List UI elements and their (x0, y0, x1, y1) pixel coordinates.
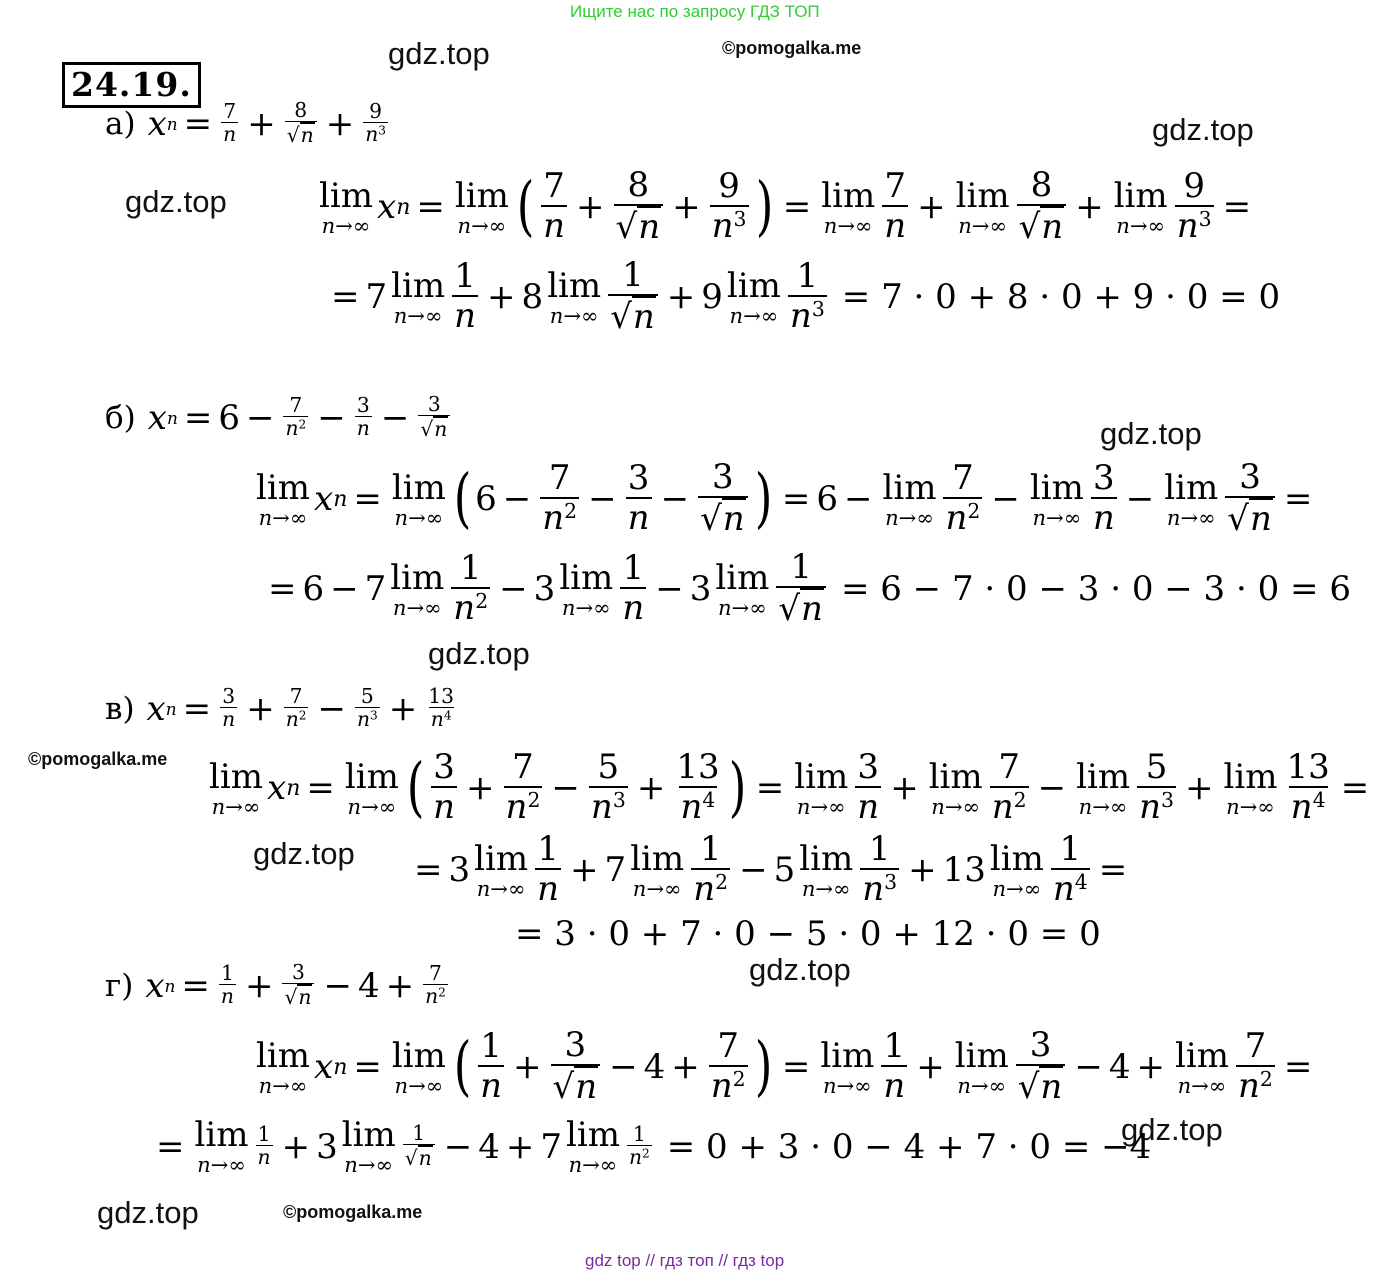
part-a-line1: lim n→∞ x n = lim n→∞ ( $\frac{7}{n}$ + 8 √ n + $\frac{9}{n^3}$ ) = lim n→∞ $\frac{7}{n}$ + lim n→∞ 8 √ n + lim n→∞ $\frac{9}{n^3}$ = (319, 165, 1252, 247)
watermark-pomogalka: ©pomogalka.me (28, 749, 168, 769)
part-v-definition: в) x n = $\frac{3}{n}$ + $\frac{7}{n^2}$ − $\frac{5}{n^3}$ + $\frac{13}{n^4}$ (105, 684, 455, 732)
part-g-line1: lim n→∞ x n = lim n→∞ ( $\frac{1}{n}$ + 3 √ n − 4 + $\frac{7}{n^2}$ ) = lim n→∞ $\frac{1}{n}$ + lim n→∞ 3 √ n − 4 + lim n→∞ $\frac{7}{n^2}$ = (256, 1025, 1313, 1107)
part-b-line2: = 6 − 7 lim n→∞ $\frac{1}{n^2}$ − 3 lim n→∞ $\frac{1}{n}$ − 3 lim n→∞ 1 √ n = 6 − 7 · 0 − 3 · 0 − 3 · 0 = 6 (268, 547, 1351, 629)
part-g-result: = 0 + 3 · 0 − 4 + 7 · 0 = −4 (666, 1126, 1152, 1167)
problem-number: 24.19. (62, 62, 201, 108)
watermark-gdz: gdz.top (1152, 112, 1254, 147)
part-b-label: б) (105, 399, 136, 436)
watermark-gdz: gdz.top (428, 636, 530, 671)
watermark-pomogalka: ©pomogalka.me (722, 38, 862, 58)
part-g-label: г) (105, 967, 134, 1004)
part-b-result: = 6 − 7 · 0 − 3 · 0 − 3 · 0 = 6 (840, 569, 1351, 610)
footer-links: gdz top // гдз топ // гдз top (585, 1251, 785, 1270)
part-a-definition: а) x n = $\frac{7}{n}$ + 8 √ n + $\frac{9}{n^3}$ (105, 98, 386, 148)
watermark-gdz: gdz.top (97, 1195, 199, 1230)
part-a-result: = 7 · 0 + 8 · 0 + 9 · 0 = 0 (841, 277, 1281, 318)
part-v-line3: = 3 · 0 + 7 · 0 − 5 · 0 + 12 · 0 = 0 (515, 914, 1101, 954)
watermark-gdz: gdz.top (125, 184, 227, 219)
watermark-gdz: gdz.top (253, 836, 355, 871)
watermark-pomogalka: ©pomogalka.me (283, 1202, 423, 1222)
part-a-line2: = 7 lim n→∞ $\frac{1}{n}$ + 8 lim n→∞ 1 √ n + 9 lim n→∞ $\frac{1}{n^3}$ = 7 · 0 + 8 · 0 + 9 · 0 = 0 (331, 255, 1281, 337)
part-g-definition: г) x n = $\frac{1}{n}$ + 3 √ n − 4 + $\frac{7}{n^2}$ (105, 960, 446, 1010)
watermark-gdz: gdz.top (1100, 416, 1202, 451)
part-b-line1: lim n→∞ x n = lim n→∞ ( 6 − $\frac{7}{n^2}$ − $\frac{3}{n}$ − 3 √ n ) = 6 − lim n→∞ $\frac{7}{n^2}$ − lim n→∞ $\frac{3}{n}$ − lim n→∞ 3 √ n = (256, 457, 1313, 539)
part-a-label: а) (105, 105, 136, 142)
watermark-gdz: gdz.top (388, 36, 490, 71)
top-banner: Ищите нас по запросу ГДЗ ТОП (570, 2, 820, 21)
watermark-gdz: gdz.top (1121, 1112, 1223, 1147)
part-b-definition: б) x n = 6 − $\frac{7}{n^2}$ − $\frac{3}{n}$ − 3 √ n (105, 394, 453, 442)
part-v-line2: = 3 lim n→∞ $\frac{1}{n}$ + 7 lim n→∞ $\frac{1}{n^2}$ − 5 lim n→∞ $\frac{1}{n^3}$ + 13 lim n→∞ $\frac{1}{n^4}$ = (414, 829, 1128, 909)
watermark-gdz: gdz.top (749, 952, 851, 987)
part-g-line2: = lim n→∞ $\frac{1}{n}$ + 3 lim n→∞ 1 √ n − 4 + 7 lim n→∞ $\frac{1}{n^2}$ = 0 + 3 · 0 − 4 + 7 · 0 = −4 (156, 1115, 1152, 1177)
part-v-line1: lim n→∞ x n = lim n→∞ ( $\frac{3}{n}$ + $\frac{7}{n^2}$ − $\frac{5}{n^3}$ + $\frac{13}{n^4}$ ) = lim n→∞ $\frac{3}{n}$ + lim n→∞ $\frac{7}{n^2}$ − lim n→∞ $\frac{5}{n^3}$ + lim n→∞ $\frac{13}{n^4}$ = (209, 747, 1370, 827)
part-v-label: в) (105, 690, 135, 727)
